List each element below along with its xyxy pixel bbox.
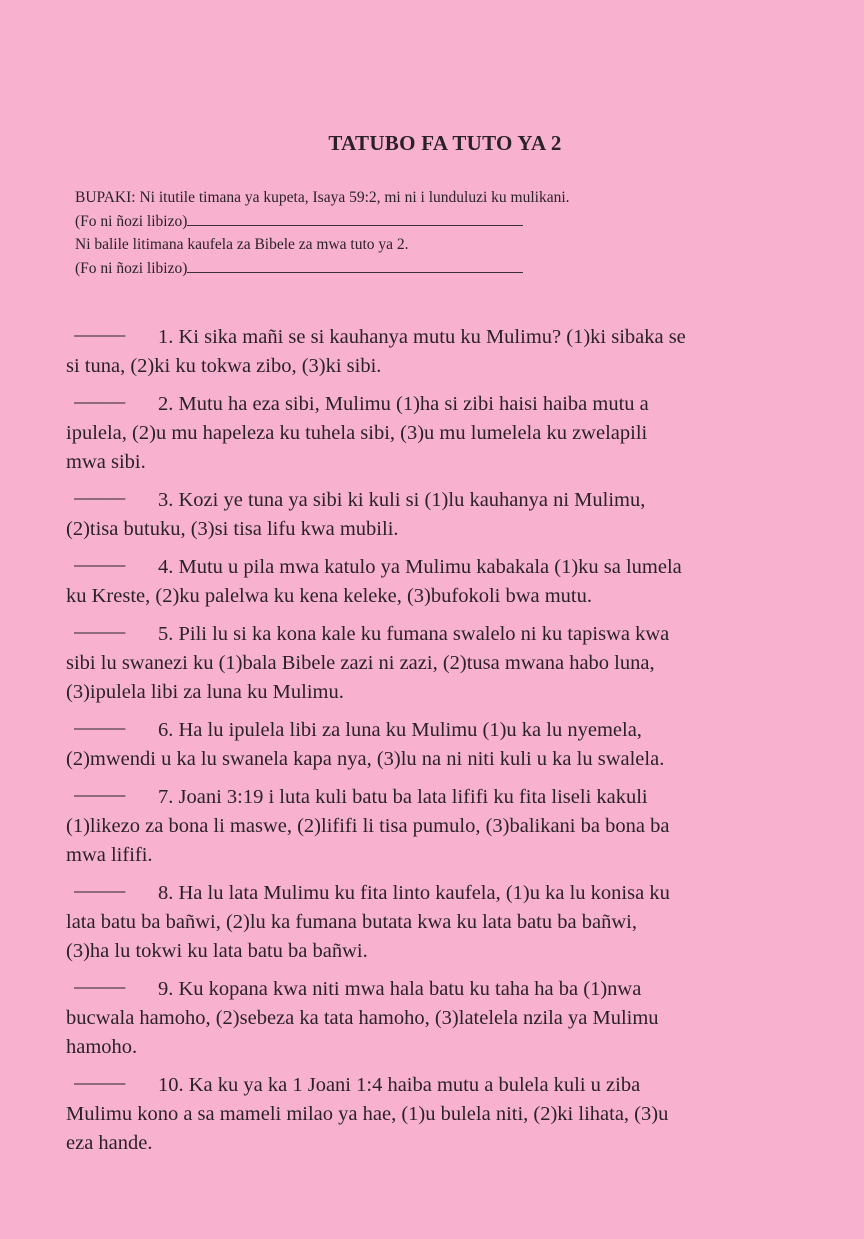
- question-text: bucwala hamoho, (2)sebeza ka tata hamoho, (3)latelela nzila ya Mulimu: [66, 1007, 659, 1029]
- question-text: sibi lu swanezi ku (1)bala Bibele zazi ni zazi, (2)tusa mwana habo luna,: [66, 652, 655, 674]
- question-item: [66, 314, 806, 381]
- question-text-line: [66, 419, 806, 448]
- question-text-line: [66, 937, 806, 966]
- read-verses-signature-row: [75, 257, 570, 281]
- question-text: (2)mwendi u ka lu swanela kapa nya, (3)lu na ni niti kuli u ka lu swalela.: [66, 748, 665, 770]
- question-text-line: [66, 1129, 806, 1158]
- question-text: eza hande.: [66, 1132, 153, 1154]
- question-text: 2. Mutu ha eza sibi, Mulimu (1)ha si zibi haisi haiba mutu a: [158, 393, 649, 415]
- question-text-line: [66, 1100, 806, 1129]
- instructions: [75, 186, 570, 280]
- question-text-line: [66, 841, 806, 870]
- question-text: lata batu ba bañwi, (2)lu ka fumana butata kwa ku lata batu ba bañwi,: [66, 911, 637, 933]
- question-item: [66, 544, 806, 611]
- answer-blank[interactable]: _____: [74, 384, 126, 406]
- question-text-line: [66, 477, 806, 515]
- answer-blank[interactable]: _____: [74, 710, 126, 732]
- question-text: (1)likezo za bona li maswe, (2)lififi li tisa pumulo, (3)balikani ba bona ba: [66, 815, 670, 837]
- question-text-line: [66, 314, 806, 352]
- question-item: [66, 611, 806, 707]
- question-text: 10. Ka ku ya ka 1 Joani 1:4 haiba mutu a bulela kuli u ziba: [158, 1074, 641, 1096]
- question-text: hamoho.: [66, 1036, 138, 1058]
- question-text-line: [66, 448, 806, 477]
- signature-line[interactable]: [187, 258, 523, 273]
- question-text: 6. Ha lu ipulela libi za luna ku Mulimu (1)u ka lu nyemela,: [158, 719, 642, 741]
- question-text: mwa lififi.: [66, 844, 153, 866]
- answer-blank[interactable]: _____: [74, 547, 126, 569]
- question-text: 9. Ku kopana kwa niti mwa hala batu ku taha ha ba (1)nwa: [158, 978, 642, 1000]
- question-text-line: [66, 908, 806, 937]
- question-text-line: [66, 611, 806, 649]
- question-text: (3)ha lu tokwi ku lata batu ba bañwi.: [66, 940, 368, 962]
- question-text: Mulimu kono a sa mameli milao ya hae, (1)u bulela niti, (2)ki lihata, (3)u: [66, 1103, 669, 1125]
- instruction-memory-verse: BUPAKI: Ni itutile timana ya kupeta, Isaya 59:2, mi ni i lunduluzi ku mulikani.: [75, 189, 570, 206]
- question-text: (2)tisa butuku, (3)si tisa lifu kwa mubili.: [66, 518, 399, 540]
- question-text-line: [66, 1004, 806, 1033]
- question-text: ku Kreste, (2)ku palelwa ku kena keleke, (3)bufokoli bwa mutu.: [66, 585, 593, 607]
- question-text: (3)ipulela libi za luna ku Mulimu.: [66, 681, 344, 703]
- answer-blank[interactable]: _____: [74, 317, 126, 339]
- question-text-line: [66, 1062, 806, 1100]
- question-item: [66, 381, 806, 477]
- question-text-line: [66, 812, 806, 841]
- question-list: [66, 314, 806, 1158]
- question-text-line: [66, 870, 806, 908]
- question-text-line: [66, 774, 806, 812]
- answer-blank[interactable]: _____: [74, 480, 126, 502]
- question-text: 1. Ki sika mañi se si kauhanya mutu ku Mulimu? (1)ki sibaka se: [158, 326, 686, 348]
- answer-blank[interactable]: _____: [74, 969, 126, 991]
- question-item: [66, 774, 806, 870]
- memory-verse-signature-row: [75, 210, 570, 234]
- question-text: 7. Joani 3:19 i luta kuli batu ba lata lififi ku fita liseli kakuli: [158, 786, 648, 808]
- question-text: 4. Mutu u pila mwa katulo ya Mulimu kabakala (1)ku sa lumela: [158, 556, 682, 578]
- question-text: 3. Kozi ye tuna ya sibi ki kuli si (1)lu kauhanya ni Mulimu,: [158, 489, 646, 511]
- question-text-line: [66, 649, 806, 678]
- question-text-line: [66, 678, 806, 707]
- question-text: si tuna, (2)ki ku tokwa zibo, (3)ki sibi.: [66, 355, 382, 377]
- question-text-line: [66, 544, 806, 582]
- signature-label: (Fo ni ñozi libizo): [75, 212, 188, 230]
- question-item: [66, 966, 806, 1062]
- question-text: ipulela, (2)u mu hapeleza ku tuhela sibi, (3)u mu lumelela ku zwelapili: [66, 422, 648, 444]
- page-title: TATUBO FA TUTO YA 2: [328, 131, 562, 155]
- question-item: [66, 1062, 806, 1158]
- question-item: [66, 477, 806, 544]
- question-text-line: [66, 515, 806, 544]
- question-text: 8. Ha lu lata Mulimu ku fita linto kaufela, (1)u ka lu konisa ku: [158, 882, 670, 904]
- answer-blank[interactable]: _____: [74, 1065, 126, 1087]
- question-text: 5. Pili lu si ka kona kale ku fumana swalelo ni ku tapiswa kwa: [158, 623, 670, 645]
- question-text-line: [66, 1033, 806, 1062]
- answer-blank[interactable]: _____: [74, 873, 126, 895]
- question-item: [66, 870, 806, 966]
- answer-blank[interactable]: _____: [74, 777, 126, 799]
- signature-label: (Fo ni ñozi libizo): [75, 259, 188, 277]
- question-item: [66, 707, 806, 774]
- question-text-line: [66, 582, 806, 611]
- question-text-line: [66, 745, 806, 774]
- signature-line[interactable]: [187, 211, 523, 226]
- answer-blank[interactable]: _____: [74, 614, 126, 636]
- question-text: mwa sibi.: [66, 451, 146, 473]
- question-text-line: [66, 352, 806, 381]
- question-text-line: [66, 707, 806, 745]
- instruction-read-verses: Ni balile litimana kaufela za Bibele za mwa tuto ya 2.: [75, 236, 409, 253]
- question-text-line: [66, 966, 806, 1004]
- question-text-line: [66, 381, 806, 419]
